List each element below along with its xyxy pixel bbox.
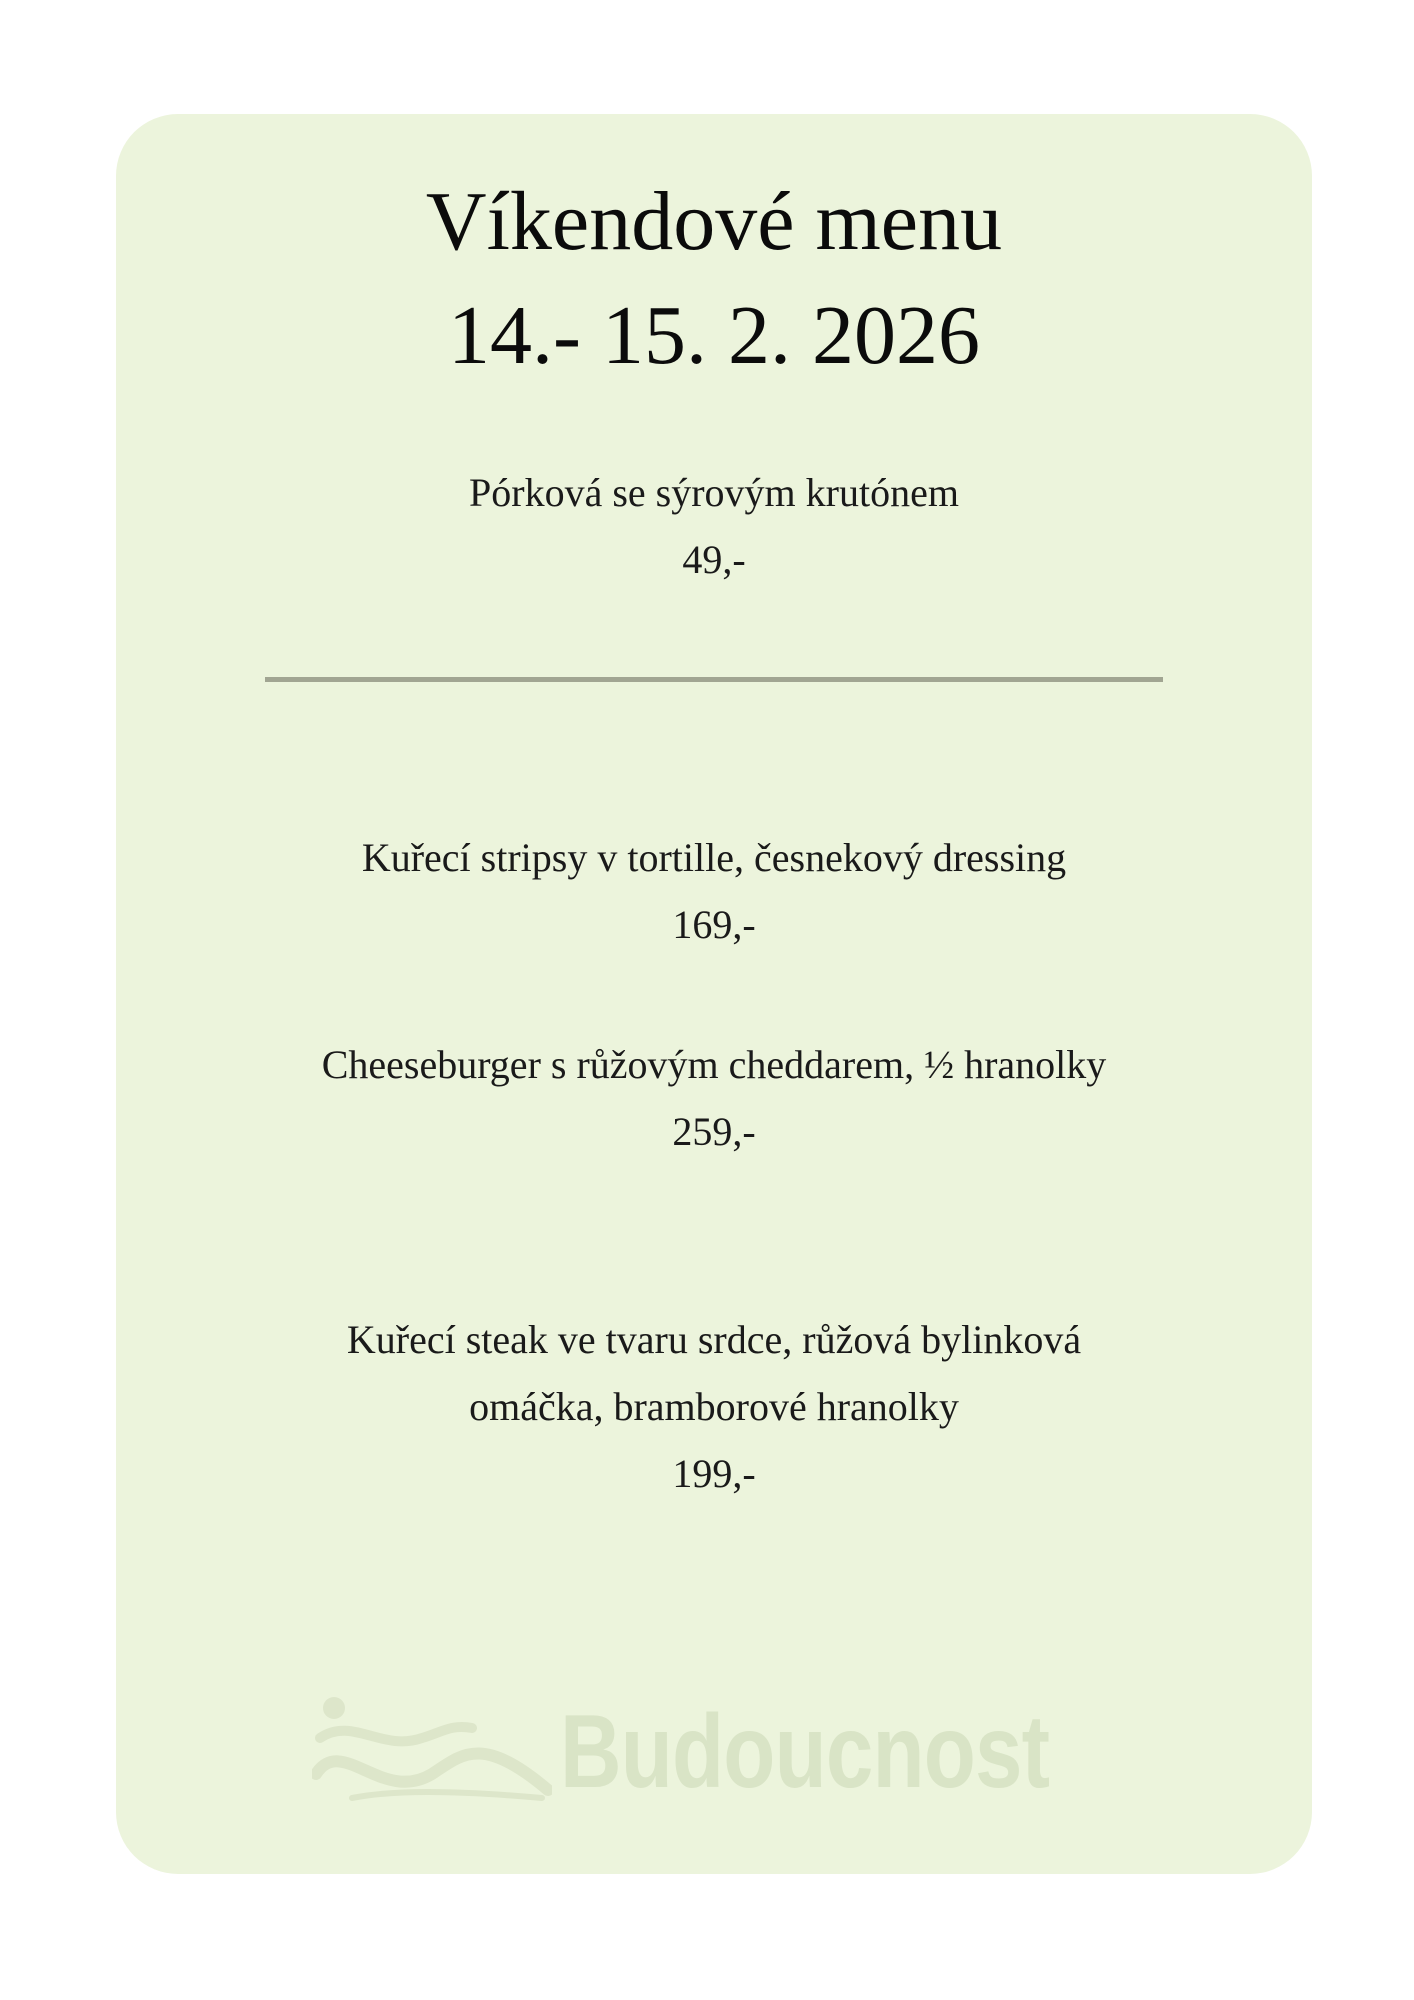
- menu-item: [116, 824, 1312, 958]
- dish-price: 169,-: [672, 902, 756, 947]
- dish-price: 199,-: [672, 1451, 756, 1496]
- wave-swimmer-logo-icon: [312, 1694, 552, 1814]
- section-divider: [265, 677, 1163, 682]
- brand-name: Budoucnost: [560, 1694, 1050, 1810]
- menu-card: [116, 114, 1312, 1874]
- brand-watermark: [312, 1694, 1112, 1814]
- dish-name: Kuřecí stripsy v tortille, česnekový dressing: [361, 835, 1067, 880]
- soup-name: Pórková se sýrovým krutónem: [469, 470, 959, 515]
- dish-name: Cheeseburger s růžovým cheddarem, ½ hranolky: [321, 1042, 1107, 1087]
- dish-price: 259,-: [672, 1109, 756, 1154]
- menu-date: 14.- 15. 2. 2026: [448, 289, 980, 382]
- dish-name: Kuřecí steak ve tvaru srdce, růžová bylinková omáčka, bramborové hranolky: [346, 1317, 1082, 1429]
- soup-price: 49,-: [682, 537, 746, 582]
- menu-item: [116, 1306, 1312, 1507]
- menu-item: [116, 1031, 1312, 1165]
- soup-item: [116, 459, 1312, 593]
- menu-title: Víkendové menu: [425, 175, 1003, 268]
